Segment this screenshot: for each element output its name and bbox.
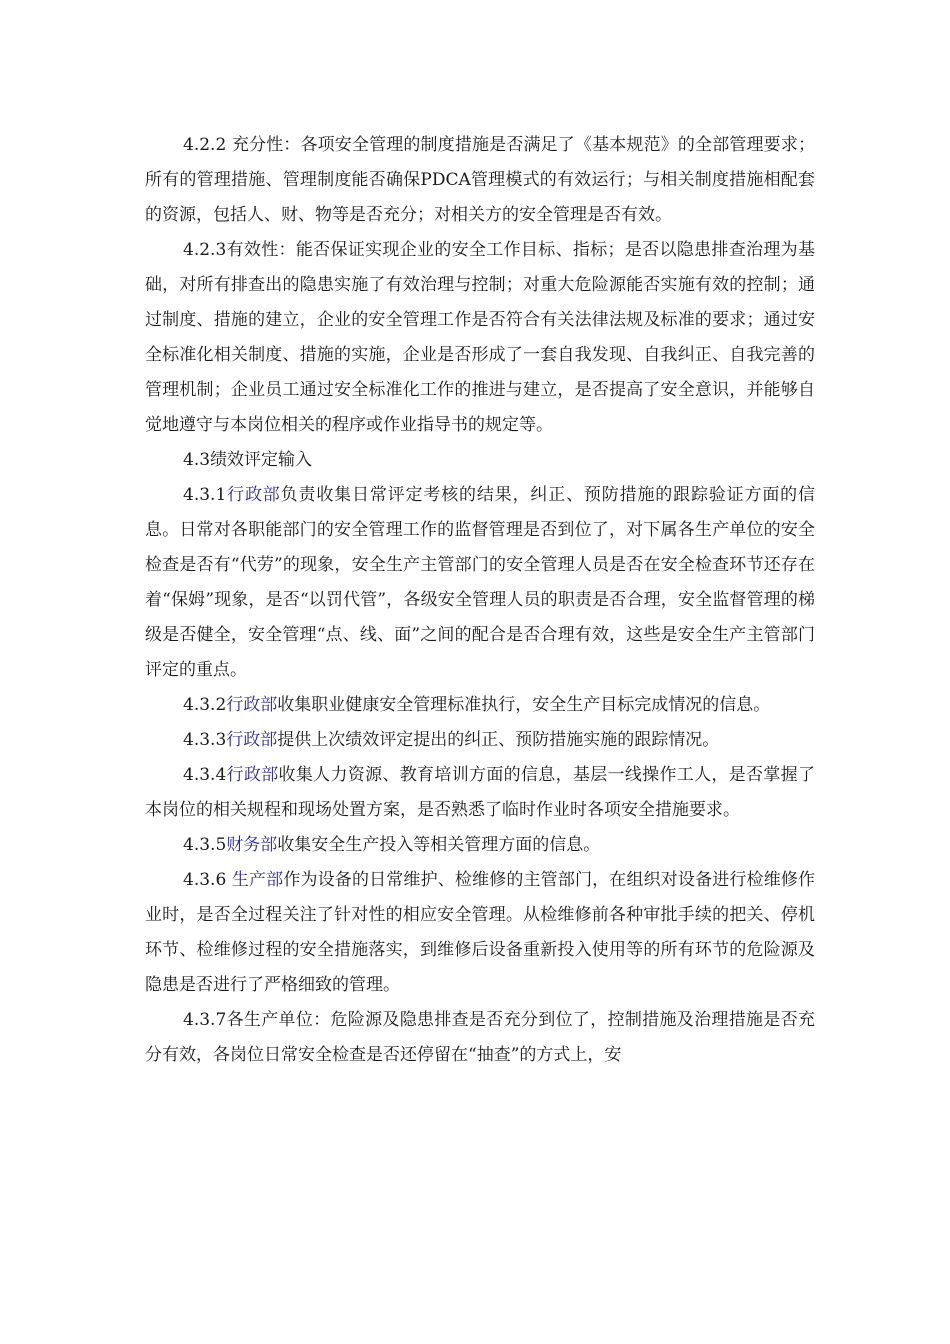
paragraph-text: 4.3.7各生产单位：危险源及隐患排查是否充分到位了，控制措施及治理措施是否充分有效，各岗位日常安全检查是否还停留在“抽查”的方式上，安 (145, 1010, 815, 1065)
department-link-finance: 财务部 (226, 835, 278, 855)
clause-number: 4.3.4 (183, 765, 227, 785)
paragraph-4-2-3 (145, 233, 815, 443)
paragraph-4-3-5 (145, 828, 815, 863)
department-link-admin: 行政部 (226, 730, 278, 750)
paragraph-text: 收集人力资源、教育培训方面的信息，基层一线操作工人，是否掌握了本岗位的相关规程和现场处置方案，是否熟悉了临时作业时各项安全措施要求。 (145, 765, 816, 820)
clause-number: 4.3.2 (183, 695, 227, 715)
paragraph-text: 负责收集日常评定考核的结果，纠正、预防措施的跟踪验证方面的信息。日常对各职能部门的安全管理工作的监督管理是否到位了，对下属各生产单位的安全检查是否有“代劳”的现象，安全生产主管部门的安全管理人员是否在安全检查环节还存在着“保姆”现象，是否“以罚代管”，各级安全管理人员的职责是否合理，安全监督管理的梯级是否健全，安全管理“点、线、面”之间的配合是否合理有效，这些是安全生产主管部门评定的重点。 (145, 485, 816, 680)
document-page (145, 128, 815, 1073)
department-link-production: 生产部 (231, 870, 284, 890)
paragraph-4-3-4 (145, 758, 815, 828)
paragraph-text: 收集职业健康安全管理标准执行，安全生产目标完成情况的信息。 (277, 695, 771, 715)
paragraph-4-3-1 (145, 478, 815, 688)
paragraph-text: 作为设备的日常维护、检维修的主管部门，在组织对设备进行检维修作业时，是否全过程关注了针对性的相应安全管理。从检维修前各种审批手续的把关、停机环节、检维修过程的安全措施落实，到维修后设备重新投入使用等的所有环节的危险源及隐患是否进行了严格细致的管理。 (145, 870, 816, 995)
clause-number: 4.3.6 (183, 870, 232, 890)
department-link-admin: 行政部 (226, 485, 281, 505)
heading-4-3 (145, 443, 815, 478)
clause-number: 4.3.3 (183, 730, 227, 750)
clause-number: 4.3.1 (183, 485, 227, 505)
paragraph-text: 4.2.2 充分性：各项安全管理的制度措施是否满足了《基本规范》的全部管理要求；所有的管理措施、管理制度能否确保PDCA管理模式的有效运行；与相关制度措施相配套的资源，包括人、财、物等是否充分；对相关方的安全管理是否有效。 (145, 135, 815, 225)
paragraph-4-3-7 (145, 1003, 815, 1073)
paragraph-4-3-6 (145, 863, 815, 1003)
section-heading: 4.3绩效评定输入 (183, 450, 313, 470)
department-link-admin: 行政部 (226, 695, 278, 715)
paragraph-text: 提供上次绩效评定提出的纠正、预防措施实施的跟踪情况。 (277, 730, 720, 750)
clause-number: 4.3.5 (183, 835, 227, 855)
paragraph-4-3-2 (145, 688, 815, 723)
paragraph-text: 收集安全生产投入等相关管理方面的信息。 (277, 835, 601, 855)
paragraph-4-2-2 (145, 128, 815, 233)
department-link-admin: 行政部 (226, 765, 279, 785)
paragraph-text: 4.2.3有效性：能否保证实现企业的安全工作目标、指标；是否以隐患排查治理为基础，对所有排查出的隐患实施了有效治理与控制；对重大危险源能否实施有效的控制；通过制度、措施的建立，企业的安全管理工作是否符合有关法律法规及标准的要求；通过安全标准化相关制度、措施的实施，企业是否形成了一套自我发现、自我纠正、自我完善的管理机制；企业员工通过安全标准化工作的推进与建立，是否提高了安全意识，并能够自觉地遵守与本岗位相关的程序或作业指导书的规定等。 (145, 240, 815, 435)
paragraph-4-3-3 (145, 723, 815, 758)
